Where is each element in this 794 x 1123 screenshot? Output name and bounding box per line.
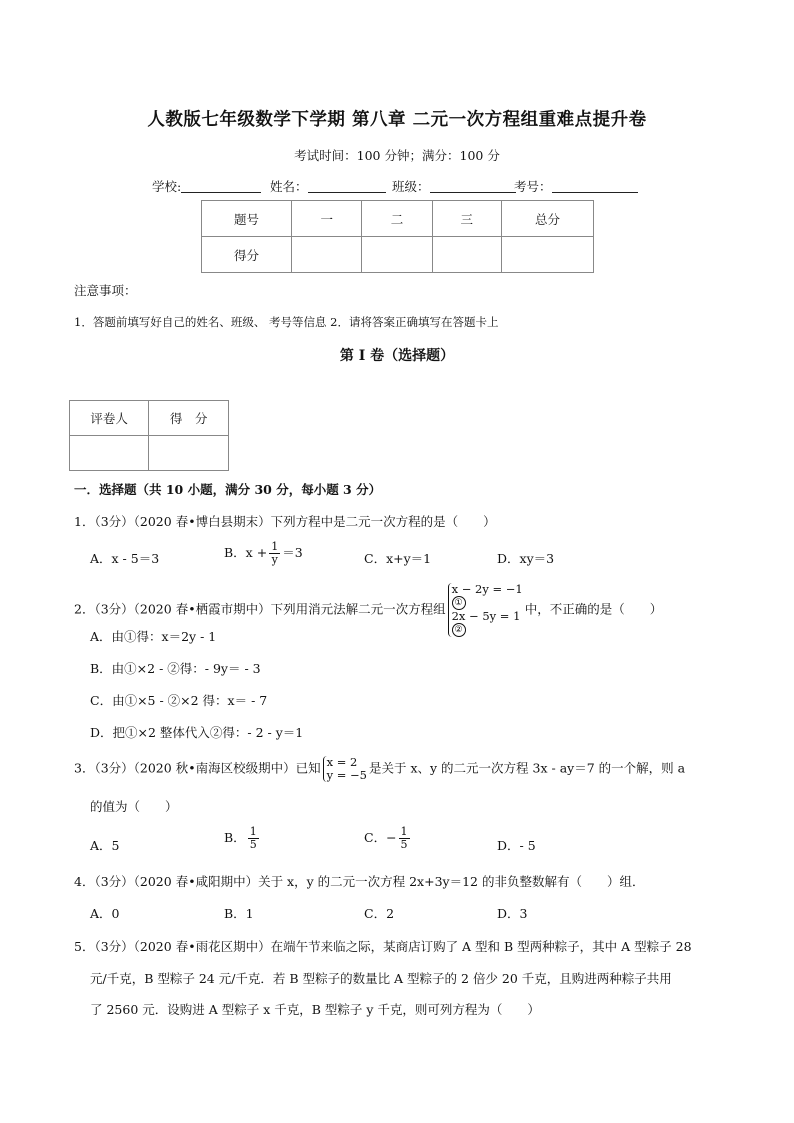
q1-option-b-fraction — [269, 541, 280, 566]
score-cell[interactable] — [432, 237, 501, 273]
q2-eq1-mark: ① — [452, 596, 466, 610]
q3-option-c-fraction — [399, 826, 410, 851]
q4-stem: 4．（3分）（2020 春•咸阳期中）关于 x，y 的二元一次方程 2x+3y＝12 的非负整数解有（ ）组． — [74, 874, 645, 889]
class-field — [392, 177, 516, 195]
exam-subtitle: 考试时间：100 分钟；满分：100 分 — [294, 148, 500, 163]
score-cell[interactable] — [362, 237, 432, 273]
q5-stem-line3: 了 2560 元．设购进 A 型粽子 x 千克，B 型粽子 y 千克，则可列方程为（ ） — [90, 1002, 540, 1017]
q3-stem-end: 是关于 x、y 的二元一次方程 3x - ay＝7 的一个解，则 a — [368, 760, 686, 776]
q2-option-d[interactable]: D．把①×2 整体代入②得：- 2 - y＝1 — [90, 725, 304, 740]
exam-no-label: 考号： — [514, 179, 552, 194]
fraction-numerator: 1 — [249, 825, 257, 838]
grader-table — [69, 400, 229, 471]
school-label: 学校: — [152, 179, 182, 194]
q4-option-a[interactable]: A．0 — [90, 906, 120, 921]
q1-option-b-prefix: B．x + — [224, 545, 268, 560]
page-title: 人教版七年级数学下学期 第八章 二元一次方程组重难点提升卷 — [147, 110, 647, 130]
q5-stem-line2: 元/千克，B 型粽子 24 元/千克．若 B 型粽子的数量比 A 型粽子的 2 倍少 20 千克，且购进两种粽子共用 — [90, 971, 672, 986]
q2-eq1-text: x − 2y = −1 — [451, 582, 523, 596]
score-table-header — [202, 201, 594, 237]
score-label: 得 分 — [149, 401, 229, 436]
q3-stem-start: 3．（3分）（2020 秋•南海区校级期中）已知 — [74, 760, 321, 776]
q2-equation-2 — [452, 610, 523, 637]
q3-option-a[interactable]: A．5 — [90, 838, 120, 853]
exam-no-blank[interactable] — [552, 179, 638, 193]
q2-option-c[interactable]: C．由①×5 - ②×2 得：x＝ - 7 — [90, 693, 268, 708]
q4-option-c[interactable]: C．2 — [364, 906, 395, 921]
notes-heading: 注意事项： — [74, 283, 137, 298]
q3-eq2: y = −5 — [326, 768, 367, 782]
score-header-cell: 题号 — [202, 201, 292, 237]
q2-eq2-mark: ② — [452, 623, 466, 637]
q3-stem — [74, 756, 685, 782]
q5-stem-line1: 5．（3分）（2020 春•雨花区期中）在端午节来临之际，某商店订购了 A 型和 B 型两种粽子，其中 A 型粽子 28 — [74, 939, 692, 954]
score-cell[interactable] — [292, 237, 362, 273]
q3-option-d[interactable]: D．- 5 — [497, 838, 536, 853]
q3-option-b-prefix: B． — [224, 830, 246, 845]
q4-option-d[interactable]: D．3 — [497, 906, 528, 921]
school-blank[interactable] — [181, 179, 261, 193]
score-cell[interactable] — [501, 237, 593, 273]
q2-eq2-text: 2x − 5y = 1 — [451, 609, 521, 623]
name-blank[interactable] — [308, 179, 386, 193]
score-row-label: 得分 — [202, 237, 292, 273]
q3-option-b[interactable] — [224, 826, 261, 851]
q2-option-a[interactable]: A．由①得：x＝2y - 1 — [90, 629, 217, 644]
section-title: 第 I 卷（选择题） — [339, 348, 455, 364]
q2-equation-1 — [452, 583, 523, 610]
fraction-numerator: 1 — [271, 540, 279, 553]
q1-stem: 1．（3分）（2020 春•博白县期末）下列方程中是二元一次方程的是（ ） — [74, 514, 496, 529]
q2-equation-system — [448, 583, 523, 637]
q2-stem-start: 2．（3分）（2020 春•栖霞市期中）下列用消元法解二元一次方程组 — [74, 601, 446, 617]
q4-option-b[interactable]: B．1 — [224, 906, 254, 921]
q3-eq1: x = 2 — [326, 755, 358, 769]
fraction-numerator: 1 — [400, 825, 408, 838]
exam-no-field — [514, 177, 638, 195]
q2-stem-end: 中，不正确的是（ ） — [524, 601, 663, 617]
q3-stem-line2: 的值为（ ） — [90, 799, 178, 814]
score-header-cell: 总分 — [501, 201, 593, 237]
q3-option-b-fraction — [248, 826, 259, 851]
grader-label: 评卷人 — [70, 401, 149, 436]
q1-option-a[interactable]: A．x - 5＝3 — [90, 551, 160, 566]
fraction-denominator: 5 — [249, 838, 257, 851]
fraction-denominator: y — [271, 553, 278, 566]
q2-option-b[interactable]: B．由①×2 - ②得：- 9y＝ - 3 — [90, 661, 261, 676]
q3-equation-system — [323, 756, 367, 782]
score-table — [201, 200, 594, 273]
q1-option-d[interactable]: D．xy＝3 — [497, 551, 555, 566]
class-blank[interactable] — [430, 179, 516, 193]
q3-option-c[interactable] — [364, 826, 412, 851]
score-table-row — [202, 237, 594, 273]
school-field — [152, 177, 261, 195]
grader-cell[interactable] — [70, 436, 149, 471]
name-field — [270, 177, 386, 195]
q1-option-b-suffix: ＝3 — [282, 545, 303, 560]
name-label: 姓名： — [270, 179, 308, 194]
notes-line: 1．答题前填写好自己的姓名、班级、 考号等信息 2．请将答案正确填写在答题卡上 — [74, 315, 499, 329]
class-label: 班级： — [392, 179, 430, 194]
q3-option-c-prefix: C．− — [364, 830, 397, 845]
part1-heading: 一．选择题（共 10 小题，满分 30 分，每小题 3 分） — [74, 482, 382, 497]
grader-score-cell[interactable] — [149, 436, 229, 471]
score-header-cell: 一 — [292, 201, 362, 237]
score-header-cell: 三 — [432, 201, 501, 237]
q1-option-c[interactable]: C．x+y＝1 — [364, 551, 432, 566]
score-header-cell: 二 — [362, 201, 432, 237]
fraction-denominator: 5 — [400, 838, 408, 851]
q1-option-b[interactable] — [224, 541, 303, 566]
